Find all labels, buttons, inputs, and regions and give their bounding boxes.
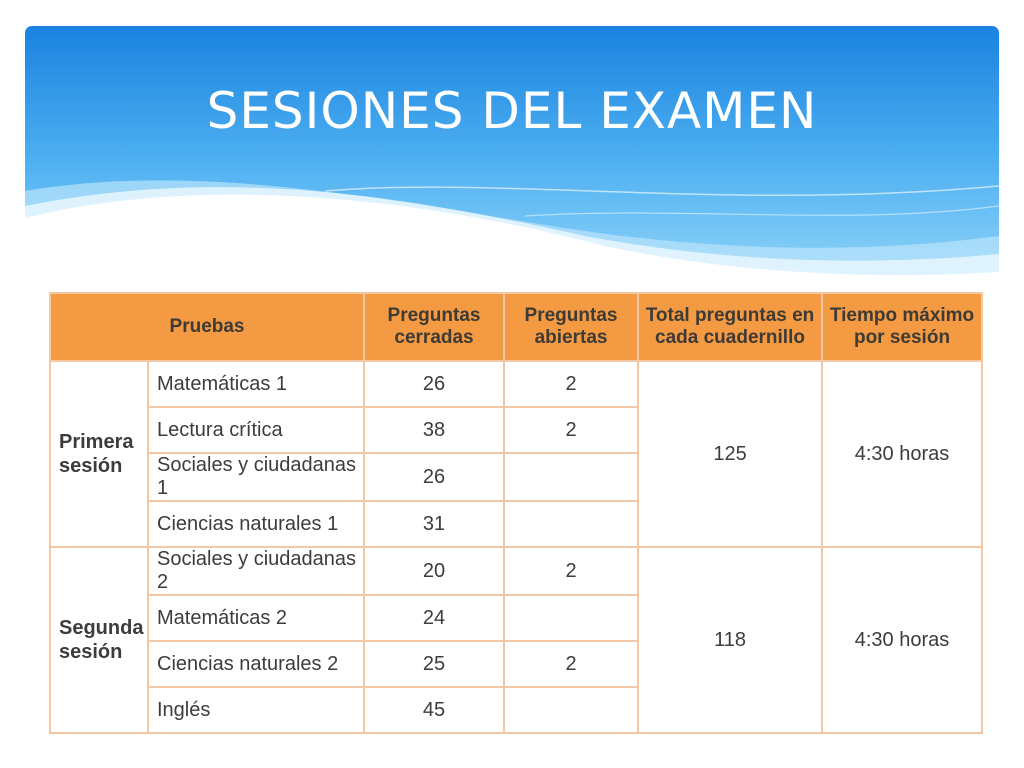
session-label-segunda <box>50 547 148 733</box>
total-questions-segunda: 118 <box>638 547 822 733</box>
closed-count-cell: 45 <box>364 687 504 733</box>
header-abiertas-line2: abiertas <box>534 327 608 348</box>
wave-background <box>25 26 999 276</box>
session-name-line2: sesión <box>59 455 123 477</box>
open-count-cell: 2 <box>504 641 638 687</box>
subject-cell: Lectura crítica <box>148 407 364 453</box>
max-time-segunda: 4:30 horas <box>822 547 982 733</box>
exam-sessions-table <box>49 292 983 734</box>
table-header-row <box>50 293 982 361</box>
subject-cell: Ciencias naturales 1 <box>148 501 364 547</box>
max-time-primera: 4:30 horas <box>822 361 982 547</box>
open-count-cell <box>504 687 638 733</box>
header-tiempo-maximo <box>822 293 982 361</box>
closed-count-cell: 38 <box>364 407 504 453</box>
header-tiempo-line1: Tiempo máximo <box>829 305 975 326</box>
header-preguntas-cerradas <box>364 293 504 361</box>
header-pruebas: Pruebas <box>50 293 364 361</box>
header-cerradas-line2: cerradas <box>394 327 474 348</box>
closed-count-cell: 24 <box>364 595 504 641</box>
subject-cell: Sociales y ciudadanas 2 <box>148 547 364 595</box>
open-count-cell <box>504 595 638 641</box>
header-cerradas-line1: Preguntas <box>387 305 481 326</box>
open-count-cell <box>504 453 638 501</box>
total-questions-primera: 125 <box>638 361 822 547</box>
table-row <box>50 547 982 595</box>
open-count-cell: 2 <box>504 361 638 407</box>
table-row <box>50 361 982 407</box>
closed-count-cell: 26 <box>364 361 504 407</box>
subject-cell: Sociales y ciudadanas 1 <box>148 453 364 501</box>
slide-title: SESIONES DEL EXAMEN <box>206 82 818 140</box>
session-label-primera <box>50 361 148 547</box>
session-name-line1: Primera <box>59 431 134 453</box>
subject-cell: Matemáticas 1 <box>148 361 364 407</box>
open-count-cell <box>504 501 638 547</box>
header-total-line1: Total preguntas en <box>645 305 815 326</box>
open-count-cell: 2 <box>504 407 638 453</box>
subject-cell: Matemáticas 2 <box>148 595 364 641</box>
header-preguntas-abiertas <box>504 293 638 361</box>
closed-count-cell: 26 <box>364 453 504 501</box>
header-total-line2: cada cuadernillo <box>655 327 805 348</box>
closed-count-cell: 20 <box>364 547 504 595</box>
header-tiempo-line2: por sesión <box>853 327 951 348</box>
title-banner <box>25 26 999 276</box>
session-name-line2: sesión <box>59 641 123 663</box>
subject-cell: Inglés <box>148 687 364 733</box>
open-count-cell: 2 <box>504 547 638 595</box>
header-abiertas-line1: Preguntas <box>524 305 618 326</box>
closed-count-cell: 31 <box>364 501 504 547</box>
session-name-line1: Segunda <box>59 617 144 639</box>
header-total-preguntas <box>638 293 822 361</box>
closed-count-cell: 25 <box>364 641 504 687</box>
subject-cell: Ciencias naturales 2 <box>148 641 364 687</box>
